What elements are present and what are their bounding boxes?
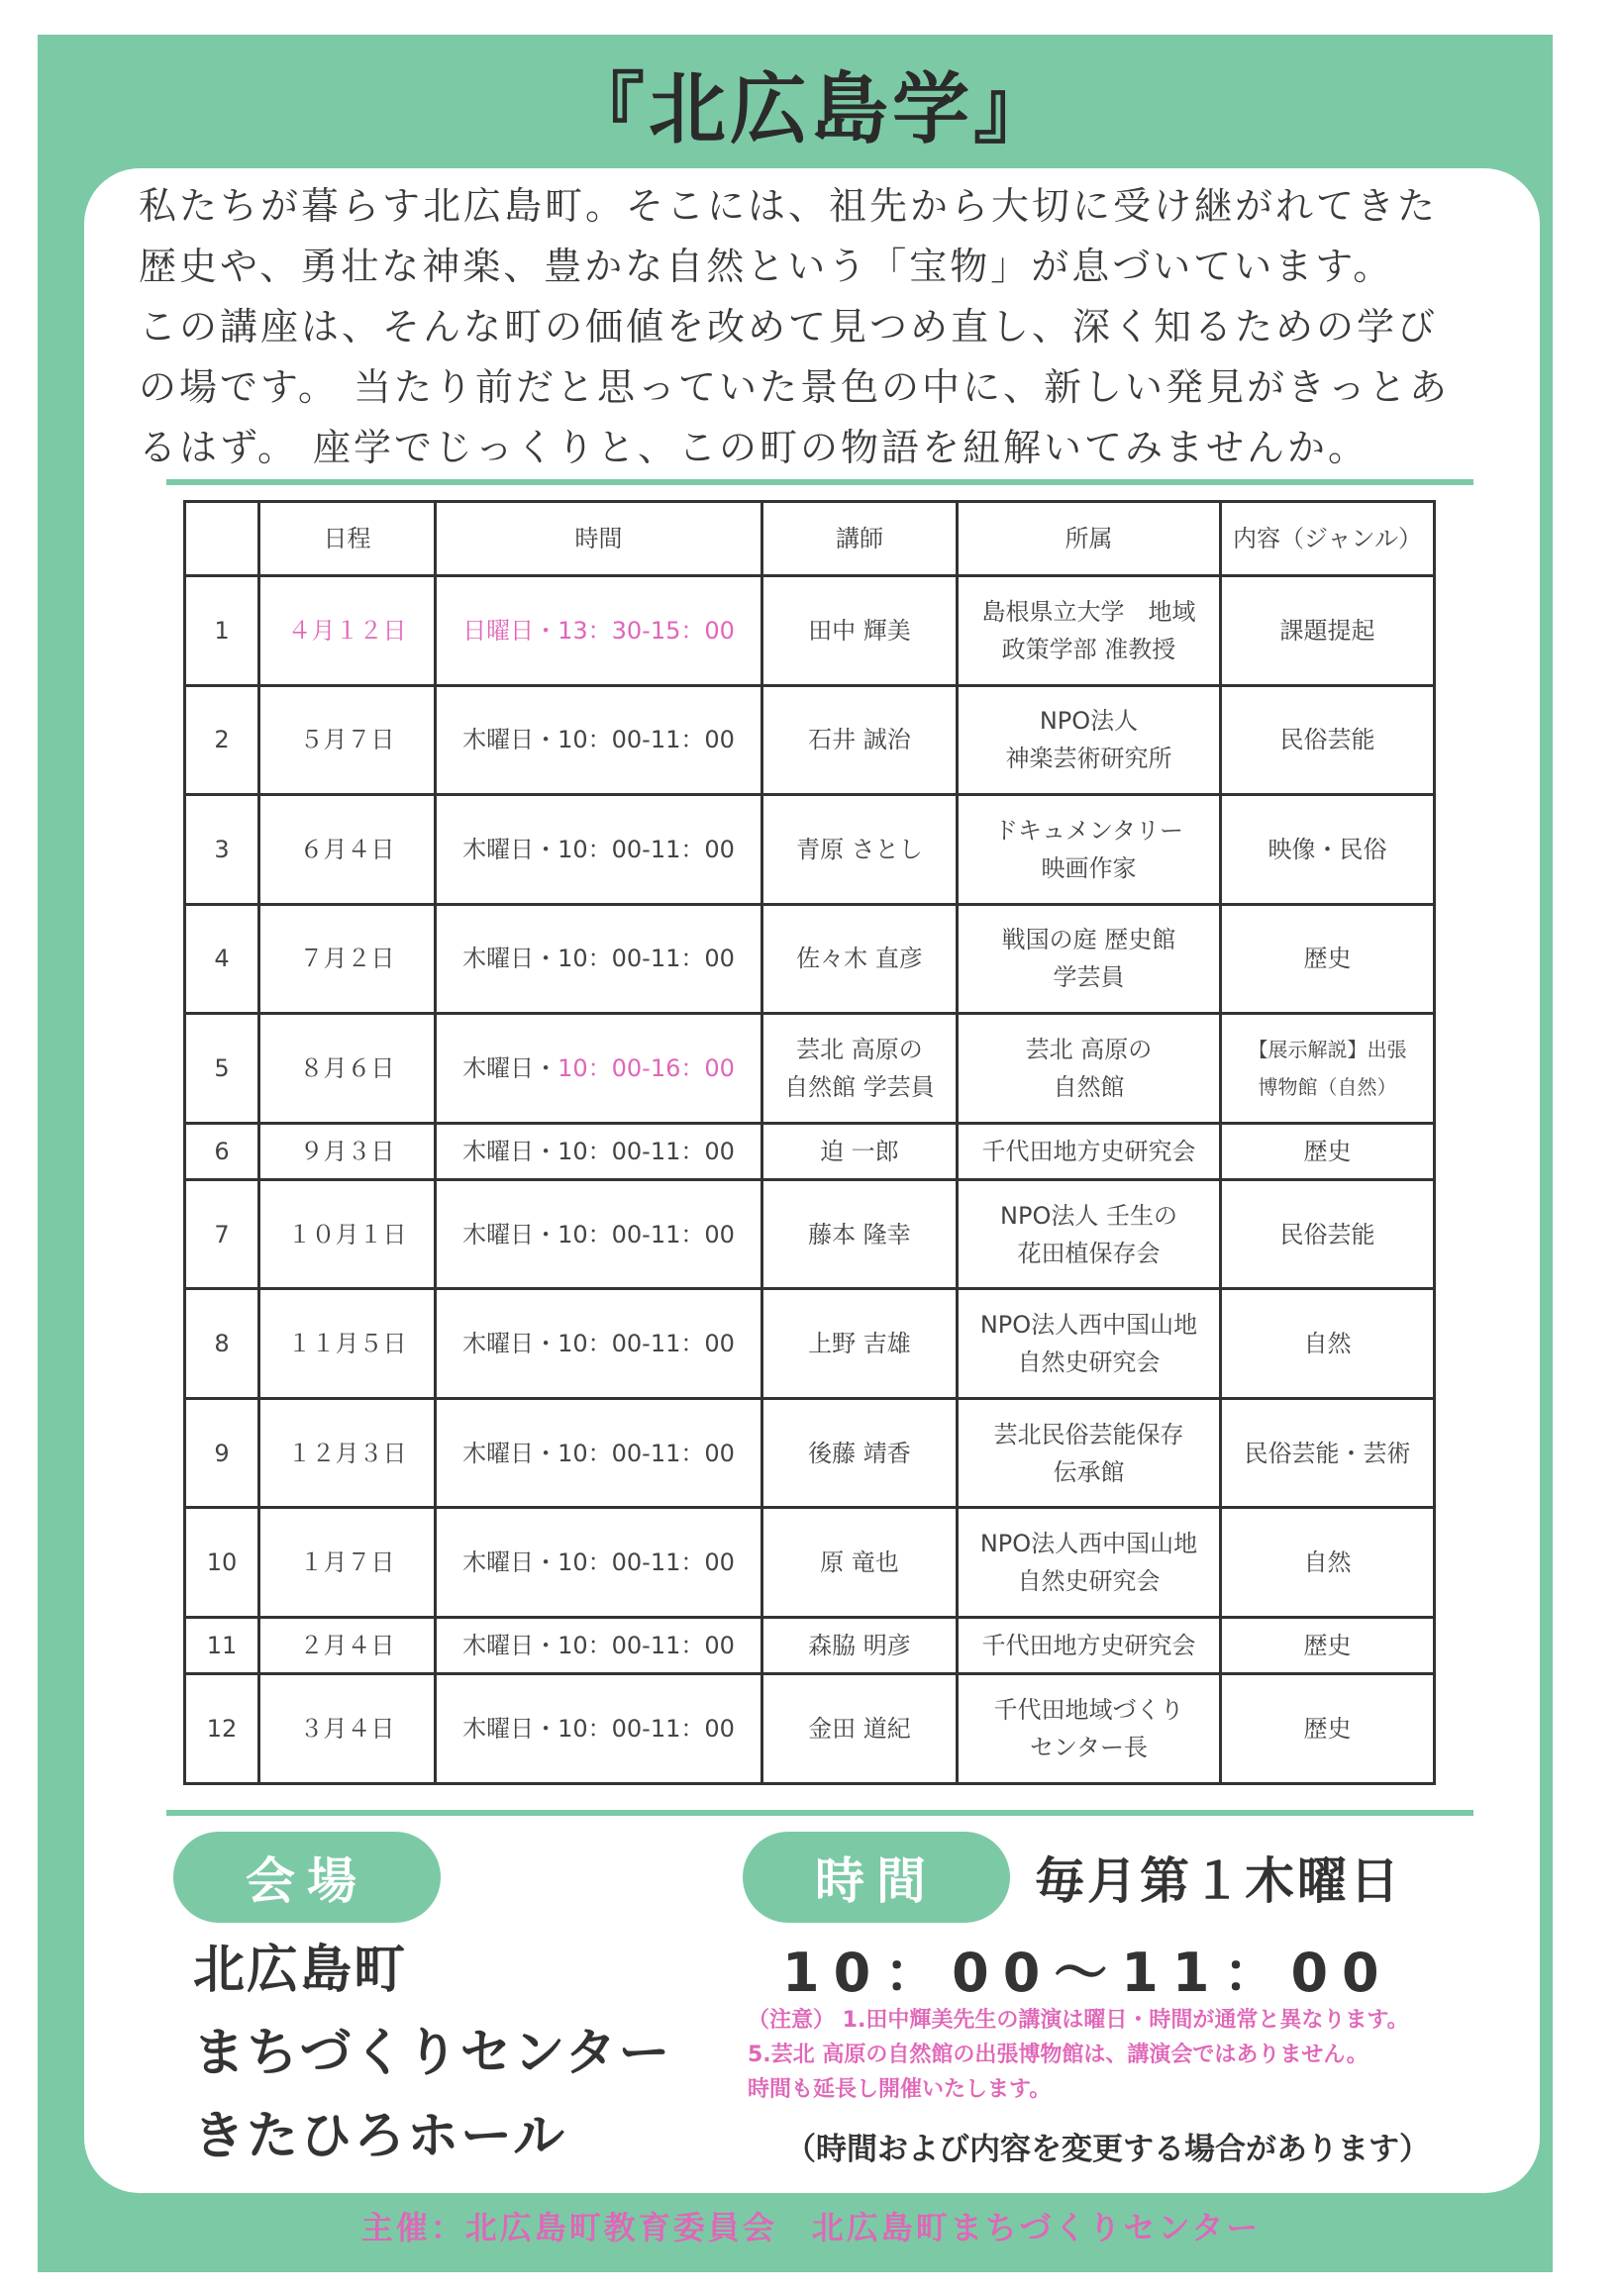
cell-genre: 民俗芸能 (1221, 685, 1435, 795)
cell-lecturer: 田中 輝美 (762, 576, 958, 686)
intro-line: の場です。 当たり前だと思っていた景色の中に、新しい発見がきっとあ (139, 365, 1451, 409)
table-row (185, 1508, 1435, 1618)
venue-label: 会場 (173, 1832, 441, 1923)
cell-date: ８月６日 (259, 1014, 436, 1124)
table-row (185, 1674, 1435, 1784)
time-prefix: 木曜日・ (462, 1053, 558, 1082)
note-line: （注意） 1.田中輝美先生の講演は曜日・時間が通常と異なります。 (748, 2008, 1409, 2033)
cell-lecturer: 迫 一郎 (762, 1123, 958, 1179)
cell-genre: 課題提起 (1221, 576, 1435, 686)
cell-affiliation: 島根県立大学 地域 政策学部 准教授 (958, 576, 1221, 686)
cell-lecturer: 森脇 明彦 (762, 1618, 958, 1674)
intro-text (139, 176, 1505, 478)
cell-date: １０月１日 (259, 1179, 436, 1289)
intro-line: この講座は、そんな町の価値を改めて見つめ直し、深く知るための学び (139, 305, 1439, 349)
cell-time: 木曜日・10：00-11：00 (436, 1289, 762, 1399)
cell-affiliation: NPO法人西中国山地 自然史研究会 (958, 1289, 1221, 1399)
cell-genre: 歴史 (1221, 1674, 1435, 1784)
cell-lecturer: 金田 道紀 (762, 1674, 958, 1784)
time-label: 時間 (743, 1832, 1010, 1923)
cell-affiliation: 千代田地方史研究会 (958, 1618, 1221, 1674)
cell-lecturer: 石井 誠治 (762, 685, 958, 795)
cell-affiliation: NPO法人西中国山地 自然史研究会 (958, 1508, 1221, 1618)
cell-time: 木曜日・10：00-11：00 (436, 1618, 762, 1674)
cell-date: ４月１２日 (259, 576, 436, 686)
cell-lecturer: 上野 吉雄 (762, 1289, 958, 1399)
cell-affiliation: 芸北 高原の 自然館 (958, 1014, 1221, 1124)
cell-date: ６月４日 (259, 795, 436, 905)
note-line: 時間も延長し開催いたします。 (748, 2077, 1052, 2102)
cell-no: 5 (185, 1014, 259, 1124)
table-row (185, 1618, 1435, 1674)
cell-genre: 映像・民俗 (1221, 795, 1435, 905)
intro-line: 歴史や、勇壮な神楽、豊かな自然という「宝物」が息づいています。 (139, 245, 1394, 288)
cell-no: 6 (185, 1123, 259, 1179)
cell-affiliation: 千代田地方史研究会 (958, 1123, 1221, 1179)
cell-no: 11 (185, 1618, 259, 1674)
table-row (185, 685, 1435, 795)
time-notes (748, 2003, 1409, 2107)
header-date: 日程 (259, 502, 436, 576)
cell-genre: 歴史 (1221, 904, 1435, 1014)
table-row (185, 1398, 1435, 1508)
cell-no: 4 (185, 904, 259, 1014)
cell-time (436, 1014, 762, 1124)
venue-line: 北広島町 (193, 1941, 408, 2000)
table-row (185, 1123, 1435, 1179)
divider-bottom (166, 1810, 1473, 1816)
cell-no: 1 (185, 576, 259, 686)
cell-time: 木曜日・10：00-11：00 (436, 1398, 762, 1508)
table-header-row (185, 502, 1435, 576)
cell-affiliation: NPO法人 壬生の 花田植保存会 (958, 1179, 1221, 1289)
cell-time: 木曜日・10：00-11：00 (436, 1123, 762, 1179)
header-affiliation: 所属 (958, 502, 1221, 576)
cell-time: 日曜日・13：30-15：00 (436, 576, 762, 686)
table-row (185, 576, 1435, 686)
cell-date: ９月３日 (259, 1123, 436, 1179)
cell-lecturer: 芸北 高原の 自然館 学芸員 (762, 1014, 958, 1124)
cell-time: 木曜日・10：00-11：00 (436, 795, 762, 905)
cell-affiliation: 芸北民俗芸能保存 伝承館 (958, 1398, 1221, 1508)
venue-line: まちづくりセンター (193, 2024, 672, 2083)
cell-genre: 自然 (1221, 1508, 1435, 1618)
cell-time: 木曜日・10：00-11：00 (436, 1674, 762, 1784)
divider-top (166, 479, 1473, 485)
cell-lecturer: 藤本 隆幸 (762, 1179, 958, 1289)
cell-time: 木曜日・10：00-11：00 (436, 904, 762, 1014)
cell-no: 9 (185, 1398, 259, 1508)
cell-affiliation: NPO法人 神楽芸術研究所 (958, 685, 1221, 795)
note-line: 5.芸北 高原の自然館の出張博物館は、講演会ではありません。 (748, 2043, 1369, 2067)
cell-no: 3 (185, 795, 259, 905)
cell-genre: 民俗芸能 (1221, 1179, 1435, 1289)
venue-block (193, 1929, 671, 2178)
cell-time: 木曜日・10：00-11：00 (436, 1508, 762, 1618)
cell-lecturer: 原 竜也 (762, 1508, 958, 1618)
table-row (185, 1289, 1435, 1399)
cell-no: 10 (185, 1508, 259, 1618)
cell-time: 木曜日・10：00-11：00 (436, 685, 762, 795)
cell-no: 8 (185, 1289, 259, 1399)
cell-affiliation: ドキュメンタリー 映画作家 (958, 795, 1221, 905)
cell-affiliation: 千代田地域づくり センター長 (958, 1674, 1221, 1784)
table-row (185, 795, 1435, 905)
cell-lecturer: 青原 さとし (762, 795, 958, 905)
cell-genre: 歴史 (1221, 1618, 1435, 1674)
table-row (185, 904, 1435, 1014)
schedule-table (183, 500, 1436, 1785)
cell-genre: 自然 (1221, 1289, 1435, 1399)
cell-date: ３月４日 (259, 1674, 436, 1784)
cell-no: 7 (185, 1179, 259, 1289)
cell-genre: 【展示解説】出張 博物館（自然） (1221, 1014, 1435, 1124)
venue-line: きたひろホール (193, 2107, 566, 2166)
time-value: 10：00〜11：00 (782, 1942, 1393, 2004)
cell-date: ７月２日 (259, 904, 436, 1014)
page-title: 『北広島学』 (566, 65, 1055, 154)
cell-time: 木曜日・10：00-11：00 (436, 1179, 762, 1289)
cell-no: 2 (185, 685, 259, 795)
time-day: 毎月第１木曜日 (1035, 1852, 1402, 1910)
time-highlight: 10：00-16：00 (558, 1053, 735, 1082)
cell-genre: 歴史 (1221, 1123, 1435, 1179)
cell-affiliation: 戦国の庭 歴史館 学芸員 (958, 904, 1221, 1014)
cell-date: １月７日 (259, 1508, 436, 1618)
cell-date: ２月４日 (259, 1618, 436, 1674)
header-no (185, 502, 259, 576)
cell-no: 12 (185, 1674, 259, 1784)
header-time: 時間 (436, 502, 762, 576)
intro-line: るはず。 座学でじっくりと、この町の物語を紐解いてみませんか。 (139, 426, 1369, 469)
sponsor-line: 主催：北広島町教育委員会 北広島町まちづくりセンター (360, 2209, 1262, 2246)
cell-lecturer: 佐々木 直彦 (762, 904, 958, 1014)
cell-date: １１月５日 (259, 1289, 436, 1399)
header-genre: 内容（ジャンル） (1221, 502, 1435, 576)
table-row (185, 1179, 1435, 1289)
cell-genre: 民俗芸能・芸術 (1221, 1398, 1435, 1508)
cell-lecturer: 後藤 靖香 (762, 1398, 958, 1508)
cell-date: ５月７日 (259, 685, 436, 795)
header-lecturer: 講師 (762, 502, 958, 576)
table-row (185, 1014, 1435, 1124)
change-notice: （時間および内容を変更する場合があります） (785, 2132, 1430, 2167)
intro-line: 私たちが暮らす北広島町。そこには、祖先から大切に受け継がれてきた (139, 184, 1439, 228)
cell-date: １２月３日 (259, 1398, 436, 1508)
